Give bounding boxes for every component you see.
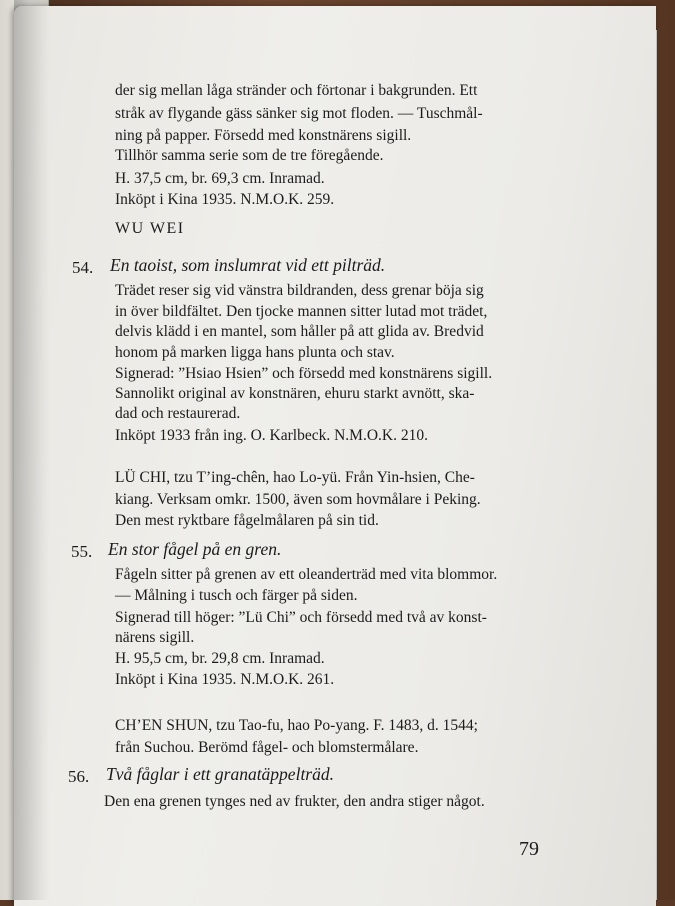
- book-page: [14, 6, 656, 906]
- entry-title: Två fåglar i ett granatäppelträd.: [106, 764, 334, 784]
- artist-bio-line: LÜ CHI, tzu T’ing-chên, hao Lo-yü. Från Yin-hsien, Che-: [115, 469, 475, 486]
- body-line: Trädet reser sig vid vänstra bildranden, dess grenar böja sig: [115, 282, 484, 299]
- entry-number: 56.: [68, 767, 90, 786]
- page-number: 79: [519, 838, 539, 860]
- body-line: Inköpt i Kina 1935. N.M.O.K. 259.: [115, 191, 335, 208]
- artist-bio-line: CH’EN SHUN, tzu Tao-fu, hao Po-yang. F. 1483, d. 1544;: [115, 717, 478, 734]
- entry-number: 55.: [71, 542, 93, 561]
- entry-title: En stor fågel på en gren.: [108, 539, 282, 559]
- body-line: — Målning i tusch och färger på siden.: [115, 587, 358, 604]
- book-spine-shadow: [14, 0, 50, 900]
- body-line: H. 37,5 cm, br. 69,3 cm. Inramad.: [115, 170, 325, 187]
- body-line: Signerad: ”Hsiao Hsien” och försedd med konstnärens sigill.: [115, 365, 493, 382]
- body-line: Fågeln sitter på grenen av ett oleanderträd med vita blommor.: [115, 566, 498, 583]
- body-line: der sig mellan låga stränder och förtonar i bakgrunden. Ett: [115, 82, 478, 99]
- body-line: ning på papper. Försedd med konstnärens sigill.: [115, 127, 412, 144]
- body-line: stråk av flygande gäss sänker sig mot floden. — Tuschmål-: [115, 105, 483, 122]
- body-line: in över bildfältet. Den tjocke mannen sitter lutad mot trädet,: [115, 303, 488, 320]
- body-line: närens sigill.: [115, 629, 195, 646]
- body-line: Inköpt i Kina 1935. N.M.O.K. 261.: [115, 671, 335, 688]
- entry-number: 54.: [72, 258, 94, 277]
- artist-bio-line: från Suchou. Berömd fågel- och blomstermålare.: [115, 739, 419, 756]
- body-line: H. 95,5 cm, br. 29,8 cm. Inramad.: [115, 650, 325, 667]
- body-line: honom på marken ligga hans plunta och stav.: [115, 344, 395, 361]
- body-line: Tillhör samma serie som de tre föregående.: [115, 147, 384, 164]
- body-line: Inköpt 1933 från ing. O. Karlbeck. N.M.O.K. 210.: [115, 427, 428, 444]
- body-line: Sannolikt original av konstnären, ehuru starkt avnött, ska-: [115, 385, 475, 402]
- body-line: dad och restaurerad.: [115, 405, 241, 422]
- body-line: Signerad till höger: ”Lü Chi” och försedd med två av konst-: [115, 609, 487, 626]
- body-line: Den ena grenen tynges ned av frukter, den andra stiger något.: [104, 793, 485, 810]
- body-line: delvis klädd i en mantel, som håller på att glida av. Bredvid: [115, 323, 484, 340]
- artist-heading-wu-wei: WU WEI: [115, 220, 185, 237]
- artist-bio-line: kiang. Verksam omkr. 1500, även som hovmålare i Peking.: [115, 491, 481, 508]
- artist-bio-line: Den mest ryktbare fågelmålaren på sin tid.: [115, 512, 379, 529]
- entry-title: En taoist, som inslumrat vid ett pilträd.: [110, 255, 386, 275]
